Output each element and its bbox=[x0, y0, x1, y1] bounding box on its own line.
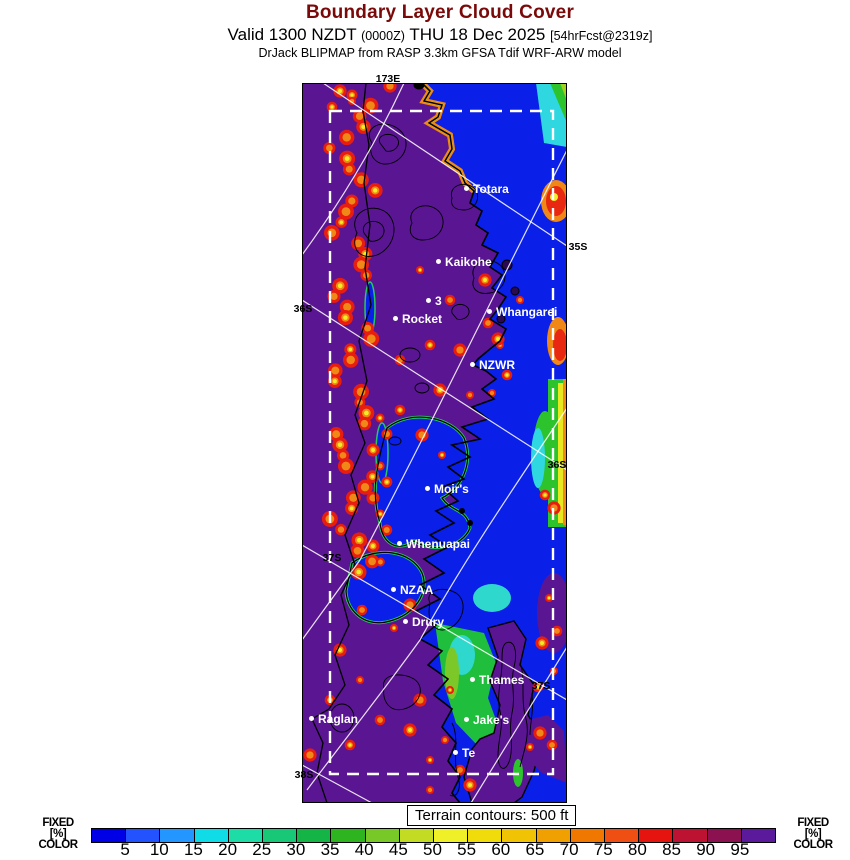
site-dot bbox=[436, 259, 441, 264]
colorbar-tick-label: 40 bbox=[354, 840, 374, 859]
graticule-label: 36S bbox=[293, 303, 313, 315]
site-dot bbox=[487, 309, 492, 314]
terrain-contours-note: Terrain contours: 500 ft bbox=[407, 805, 576, 826]
site-name: Whenuapai bbox=[406, 536, 471, 551]
graticule-label: 35S bbox=[568, 241, 588, 253]
site-label bbox=[425, 481, 469, 496]
graticule-label: 173E bbox=[375, 73, 401, 85]
site-name: Kaikohe bbox=[445, 254, 492, 269]
colorbar-tick-label: 10 bbox=[149, 840, 169, 859]
site-dot bbox=[391, 587, 396, 592]
site-dot bbox=[397, 541, 402, 546]
site-name: Jake's bbox=[473, 712, 510, 727]
colorbar-tick-label: 25 bbox=[252, 840, 272, 859]
site-name: Moir's bbox=[434, 481, 469, 496]
graticule-label: 37S bbox=[322, 552, 342, 564]
colorbar-tick-label: 35 bbox=[320, 840, 340, 859]
site-label bbox=[309, 711, 358, 726]
site-label bbox=[436, 254, 492, 269]
cloud-cover-map bbox=[302, 83, 567, 803]
site-dot bbox=[453, 750, 458, 755]
site-dot bbox=[464, 717, 469, 722]
fixed-color-scale-label-left: FIXED [%] COLOR bbox=[38, 817, 78, 851]
model-line: DrJack BLIPMAP from RASP 3.3km GFSA Tdif WRF-ARW model bbox=[258, 46, 622, 60]
colorbar-tick-label: 65 bbox=[525, 840, 545, 859]
site-label bbox=[464, 181, 509, 196]
fixed-color-scale-label-right: FIXED [%] COLOR bbox=[793, 817, 833, 851]
zulu-time: (0000Z) bbox=[361, 29, 405, 43]
colorbar-tick-label: 95 bbox=[730, 840, 750, 859]
site-name: Te bbox=[462, 745, 476, 760]
graticule-label: 38S bbox=[294, 769, 314, 781]
colorbar-tick-label: 55 bbox=[457, 840, 477, 859]
colorbar-tick-label: 20 bbox=[218, 840, 238, 859]
forecast-tag: [54hrFcst@2319z] bbox=[550, 29, 653, 43]
site-dot bbox=[425, 486, 430, 491]
site-label bbox=[391, 582, 433, 597]
site-name: Thames bbox=[479, 672, 525, 687]
site-name: NZWR bbox=[479, 357, 515, 372]
site-name: Totara bbox=[473, 181, 509, 196]
site-name: NZAA bbox=[400, 582, 434, 597]
site-label bbox=[403, 614, 444, 629]
colorbar-tick-label: 45 bbox=[388, 840, 408, 859]
site-dot bbox=[426, 298, 431, 303]
valid-prefix: Valid 1300 NZDT bbox=[227, 25, 357, 44]
site-name: Drury bbox=[412, 614, 445, 629]
colorbar-tick-label: 60 bbox=[491, 840, 511, 859]
site-name: Rocket bbox=[402, 311, 443, 326]
site-dot bbox=[393, 316, 398, 321]
site-label bbox=[393, 311, 442, 326]
colorbar-tick-label: 70 bbox=[559, 840, 579, 859]
site-name: Raglan bbox=[318, 711, 359, 726]
colorbar-tick-label: 15 bbox=[183, 840, 203, 859]
colorbar-tick-label: 90 bbox=[696, 840, 716, 859]
site-name: 3 bbox=[435, 293, 442, 308]
colorbar-tick-label: 80 bbox=[627, 840, 647, 859]
site-dot bbox=[470, 677, 475, 682]
graticule-label: 37S bbox=[531, 680, 551, 692]
site-dot bbox=[403, 619, 408, 624]
site-label bbox=[487, 304, 557, 319]
valid-time-line bbox=[10, 25, 850, 45]
site-dot bbox=[464, 186, 469, 191]
site-dot bbox=[470, 362, 475, 367]
header bbox=[10, 2, 850, 60]
colorbar-tick-label: 30 bbox=[286, 840, 306, 859]
map-image bbox=[302, 83, 567, 803]
page-title: Boundary Layer Cloud Cover bbox=[305, 2, 575, 23]
site-label bbox=[397, 536, 470, 551]
site-label bbox=[464, 712, 509, 727]
site-dot bbox=[309, 716, 314, 721]
colorbar-tick-label: 5 bbox=[120, 840, 130, 859]
valid-date: THU 18 Dec 2025 bbox=[409, 25, 546, 44]
site-label bbox=[470, 357, 515, 372]
graticule-label: 36S bbox=[547, 459, 567, 471]
colorbar-tick-label: 50 bbox=[423, 840, 442, 859]
site-label bbox=[426, 293, 442, 308]
colorbar-tick-label: 85 bbox=[662, 840, 682, 859]
colorbar-tick-label: 75 bbox=[593, 840, 613, 859]
site-label bbox=[470, 672, 524, 687]
site-name: Whangarei bbox=[496, 304, 558, 319]
site-label bbox=[453, 745, 475, 760]
